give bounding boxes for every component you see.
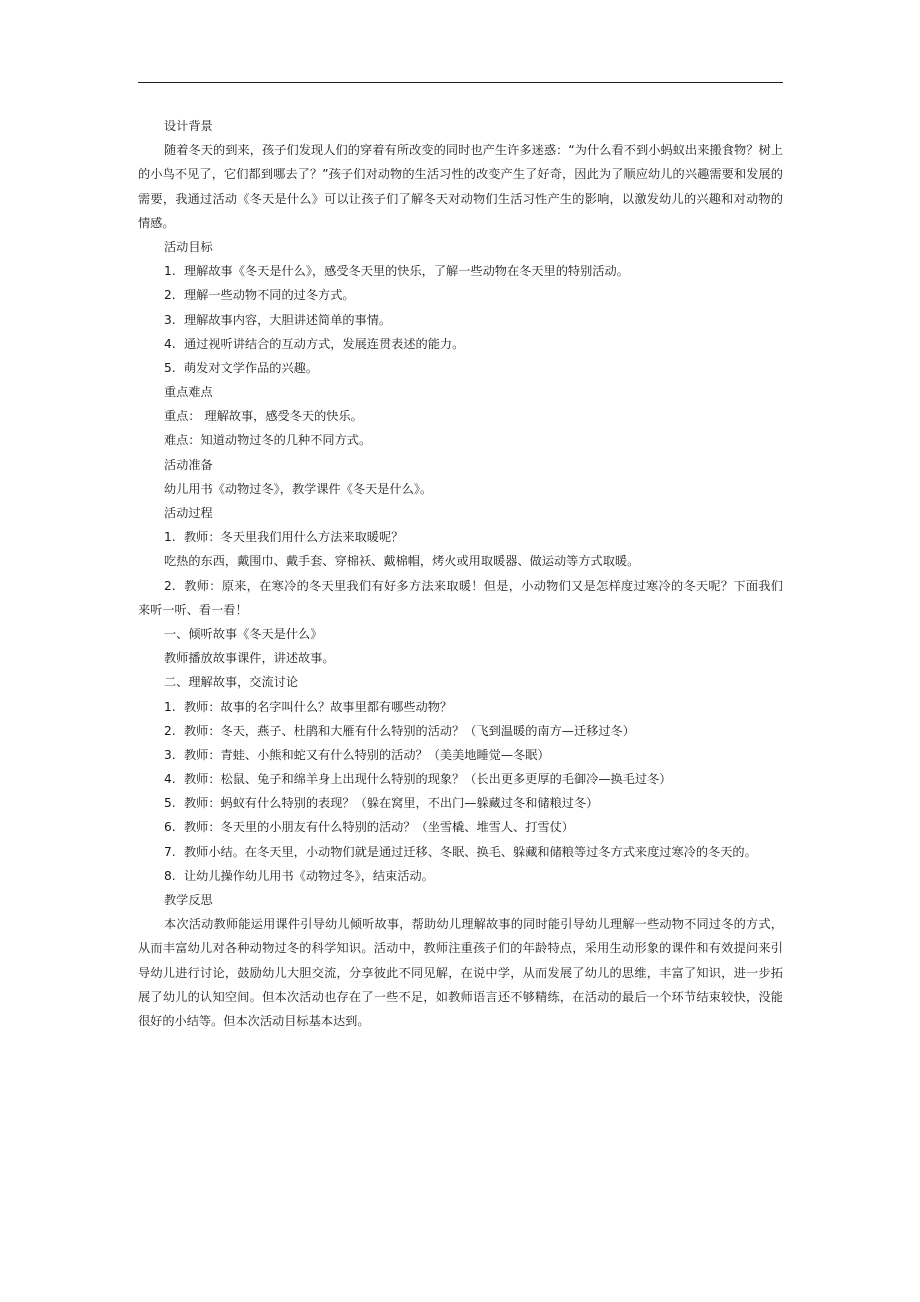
list-item (138, 864, 783, 888)
line-text: 需要，我通过活动《冬天是什么》可以让孩子们了解冬天对动物们生活习性产生的影响，以激发幼儿的兴趣和对动物的 (138, 191, 783, 206)
text-line (138, 936, 783, 960)
list-number: 4. (164, 336, 176, 351)
line-text: 教师：原来，在寒冷的冬天里我们有好多方法来取暖！但是，小动物们又是怎样度过寒冷的冬天呢？下面我们 (184, 578, 783, 593)
text-line (138, 501, 783, 525)
line-text: 教师播放故事课件，讲述故事。 (164, 651, 335, 666)
line-text: 设计背景 (164, 119, 213, 133)
list-number: 1. (164, 699, 176, 714)
text-line (138, 670, 783, 694)
line-text: 活动准备 (164, 457, 213, 472)
line-text: 教师：蚂蚁有什么特别的表现？（躲在窝里，不出门—躲藏过冬和储粮过冬） (184, 796, 599, 811)
list-item (138, 574, 783, 598)
line-text: 理解一些动物不同的过冬方式。 (184, 288, 355, 303)
line-text: 教师：冬天里的小朋友有什么特别的活动？（坐雪橇、堆雪人、打雪仗） (184, 820, 574, 835)
list-number: 2. (164, 578, 176, 593)
line-text: 让幼儿操作幼儿用书《动物过冬》，结束活动。 (184, 868, 434, 883)
text-line (138, 211, 783, 235)
line-text: 导幼儿进行讨论，鼓励幼儿大胆交流，分享彼此不同见解，在说中学，从而发展了幼儿的思维，丰富了知识，进一步拓 (138, 965, 783, 980)
line-text: 重点难点 (164, 385, 213, 400)
list-number: 3. (164, 747, 176, 762)
line-text: 来听一听、看一看！ (138, 602, 248, 617)
text-line (138, 380, 783, 404)
list-item (138, 743, 783, 767)
line-text: 本次活动教师能运用课件引导幼儿倾听故事，帮助幼儿理解故事的同时能引导幼儿理解一些动物不同过冬的方式， (164, 917, 783, 932)
line-text: 幼儿用书《动物过冬》，教学课件《冬天是什么》。 (164, 481, 433, 496)
text-line (138, 1009, 783, 1033)
line-text: 教学反思 (164, 893, 213, 907)
line-text: 活动过程 (164, 506, 213, 520)
line-text: 很好的小结等。但本次活动目标基本达到。 (138, 1013, 370, 1028)
list-item (138, 695, 783, 719)
text-line (138, 549, 783, 573)
list-item (138, 259, 783, 283)
list-number: 1. (164, 264, 176, 279)
line-text: 展了幼儿的认知空间。但本次活动也存在了一些不足，如教师语言还不够精练，在活动的最后一个环节结束较快，没能 (138, 989, 783, 1004)
line-text: 一、倾听故事《冬天是什么》 (164, 626, 323, 641)
list-item (138, 308, 783, 332)
line-text: 情感。 (138, 215, 175, 230)
list-number: 2. (164, 723, 176, 738)
text-line (138, 162, 783, 186)
list-item (138, 356, 783, 380)
list-number: 2. (164, 288, 176, 303)
line-text: 教师：松鼠、兔子和绵羊身上出现什么特别的现象？（长出更多更厚的毛御冷—换毛过冬） (184, 772, 672, 787)
list-item (138, 767, 783, 791)
line-text: 二、理解故事，交流讨论 (164, 675, 299, 690)
text-line (138, 888, 783, 912)
text-line (138, 985, 783, 1009)
list-number: 5. (164, 360, 176, 375)
text-line (138, 114, 783, 138)
line-text: 理解故事内容，大胆讲述简单的事情。 (184, 312, 392, 327)
text-line (138, 404, 783, 428)
list-number: 1. (164, 530, 176, 545)
list-item (138, 525, 783, 549)
text-line (138, 961, 783, 985)
list-number: 4. (164, 772, 176, 787)
text-line (138, 187, 783, 211)
document-body (138, 114, 783, 1033)
list-number: 5. (164, 796, 176, 811)
list-number: 8. (164, 868, 176, 883)
line-text: 重点： 理解故事，感受冬天的快乐。 (164, 409, 363, 424)
line-text: 教师：青蛙、小熊和蛇又有什么特别的活动？（美美地睡觉—冬眠） (184, 747, 550, 762)
text-line (138, 598, 783, 622)
header-rule (138, 82, 783, 83)
line-text: 的小鸟不见了，它们都到哪去了？”孩子们对动物的生活习性的改变产生了好奇，因此为了顺应幼儿的兴趣需要和发展的 (138, 167, 783, 182)
text-line (138, 138, 783, 162)
line-text: 吃热的东西，戴围巾、戴手套、穿棉袄、戴棉帽，烤火或用取暖器、做运动等方式取暖。 (164, 554, 640, 569)
text-line (138, 912, 783, 936)
list-item (138, 332, 783, 356)
text-line (138, 646, 783, 670)
list-number: 6. (164, 820, 176, 835)
list-item (138, 840, 783, 864)
list-item (138, 791, 783, 815)
list-item (138, 283, 783, 307)
line-text: 教师小结。在冬天里，小动物们就是通过迁移、冬眠、换毛、躲藏和储粮等过冬方式来度过寒冷的冬天的。 (184, 844, 757, 859)
line-text: 难点：知道动物过冬的几种不同方式。 (164, 433, 372, 448)
line-text: 活动目标 (164, 239, 213, 254)
line-text: 萌发对文学作品的兴趣。 (184, 360, 319, 375)
list-item (138, 815, 783, 839)
list-item (138, 719, 783, 743)
text-line (138, 235, 783, 259)
line-text: 理解故事《冬天是什么》，感受冬天里的快乐，了解一些动物在冬天里的特别活动。 (184, 264, 629, 279)
line-text: 随着冬天的到来，孩子们发现人们的穿着有所改变的同时也产生许多迷惑：“为什么看不到小蚂蚁出来搬食物？树上 (164, 143, 783, 158)
line-text: 教师：冬天里我们用什么方法来取暖呢？ (184, 530, 404, 545)
list-number: 7. (164, 844, 176, 859)
text-line (138, 622, 783, 646)
text-line (138, 428, 783, 452)
line-text: 教师：故事的名字叫什么？故事里都有哪些动物？ (184, 699, 453, 714)
text-line (138, 453, 783, 477)
line-text: 教师：冬天，燕子、杜鹃和大雁有什么特别的活动？（飞到温暖的南方—迁移过冬） (184, 723, 635, 738)
line-text: 从而丰富幼儿对各种动物过冬的科学知识。活动中，教师注重孩子们的年龄特点，采用生动形象的课件和有效提问来引 (138, 941, 783, 956)
line-text: 通过视听讲结合的互动方式，发展连贯表述的能力。 (184, 336, 465, 351)
text-line (138, 477, 783, 501)
list-number: 3. (164, 312, 176, 327)
